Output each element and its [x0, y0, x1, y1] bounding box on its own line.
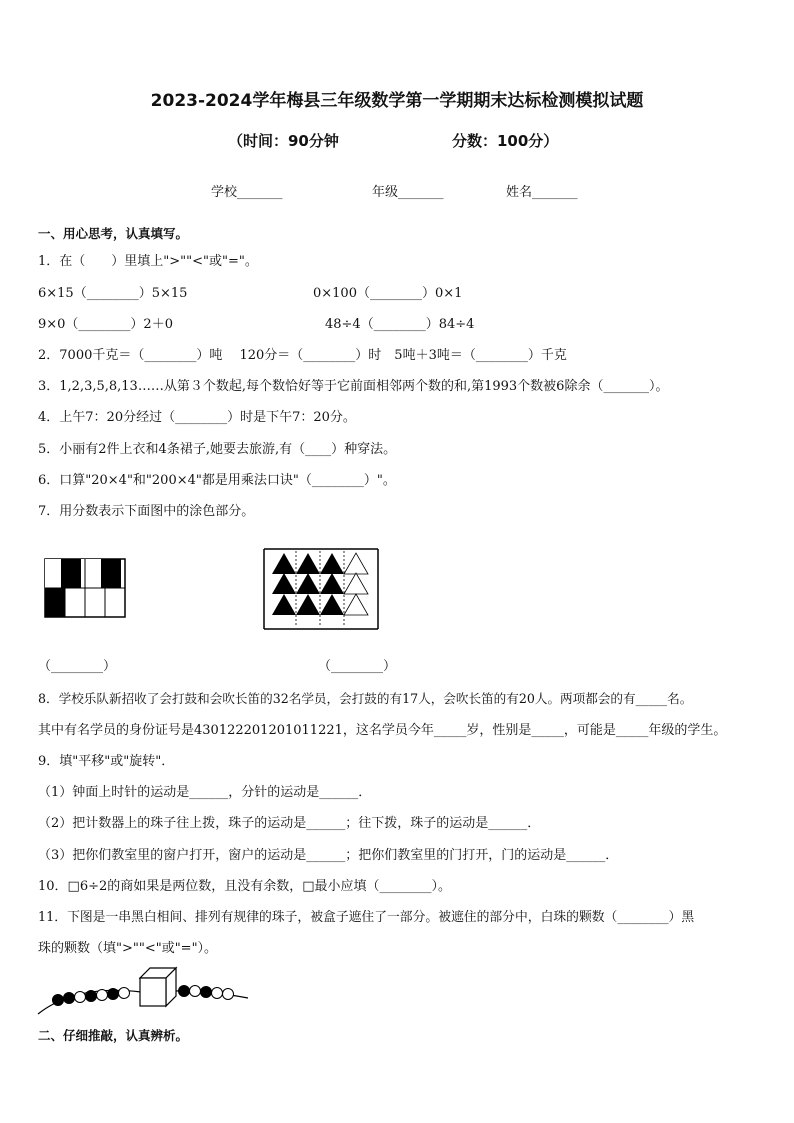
fraction-grid-figure: [44, 558, 126, 618]
section1-heading: 一、用心思考，认真填写。: [38, 226, 189, 241]
question-9-2: （2）把计数器上的珠子往上拨，珠子的运动是______；往下拨，珠子的运动是______．: [38, 816, 541, 831]
question-6: 6．口算"20×4"和"200×4"都是用乘法口诀"（________）"。: [38, 473, 396, 488]
page-title: 2023-2024学年梅县三年级数学第一学期期末达标检测模拟试题: [150, 91, 644, 111]
exam-score: 分数：100分）: [452, 132, 559, 150]
question-7-answer-1: （________）: [38, 659, 117, 674]
question-1b: 0×100（________）0×1: [313, 286, 463, 301]
question-9: 9．填"平移"或"旋转"．: [38, 754, 175, 769]
exam-time: （时间：90分钟: [228, 132, 339, 150]
question-8b: 其中有名学员的身份证号是430122201201011221，这名学员今年_____岁，性别是_____，可能是_____年级的学生。: [38, 723, 727, 738]
question-3: 3．1,2,3,5,8,13……从第３个数起,每个数恰好等于它前面相邻两个数的和,第1993个数被6除余（_______）。: [38, 379, 669, 394]
name-field: 姓名_______: [506, 185, 578, 200]
question-1d: 48÷4（________）84÷4: [325, 317, 475, 332]
question-5: 5．小丽有2件上衣和4条裙子,她要去旅游,有（____）种穿法。: [38, 442, 397, 457]
school-field: 学校_______: [211, 185, 283, 200]
question-4: 4．上午7：20分经过（________）时是下午7：20分。: [38, 410, 356, 425]
question-1a: 6×15（________）5×15: [38, 286, 188, 301]
question-10: 10．□6÷2的商如果是两位数，且没有余数，□最小应填（________）。: [38, 879, 452, 894]
question-9-3: （3）把你们教室里的窗户打开，窗户的运动是______；把你们教室里的门打开，门的运动是______．: [38, 848, 619, 863]
question-9-1: （1）钟面上时针的运动是______，分针的运动是______．: [38, 785, 372, 800]
question-2: 2．7000千克＝（________）吨 120分＝（________）时 5吨＋3吨＝（________）千克: [38, 348, 567, 363]
question-7-answer-2: （________）: [318, 659, 397, 674]
question-7: 7．用分数表示下面图中的涂色部分。: [38, 504, 255, 519]
question-1c: 9×0（________）2＋0: [38, 317, 173, 332]
section2-heading: 二、仔细推敲，认真辨析。: [38, 1028, 189, 1043]
fraction-triangles-figure: [263, 548, 379, 630]
question-11a: 11．下图是一串黑白相间、排列有规律的珠子，被盒子遮住了一部分。被遮住的部分中，白珠的颗数（________）黑: [38, 910, 695, 925]
grade-field: 年级_______: [372, 185, 444, 200]
question-8a: 8．学校乐队新招收了会打鼓和会吹长笛的32名学员，会打鼓的有17人，会吹长笛的有20人。两项都会的有_____名。: [38, 691, 693, 706]
question-11b: 珠的颗数（填">""<"或"="）。: [38, 941, 218, 956]
question-1: 1．在（ ）里填上">""<"或"="。: [38, 254, 258, 269]
bead-string-figure: [36, 962, 250, 1018]
